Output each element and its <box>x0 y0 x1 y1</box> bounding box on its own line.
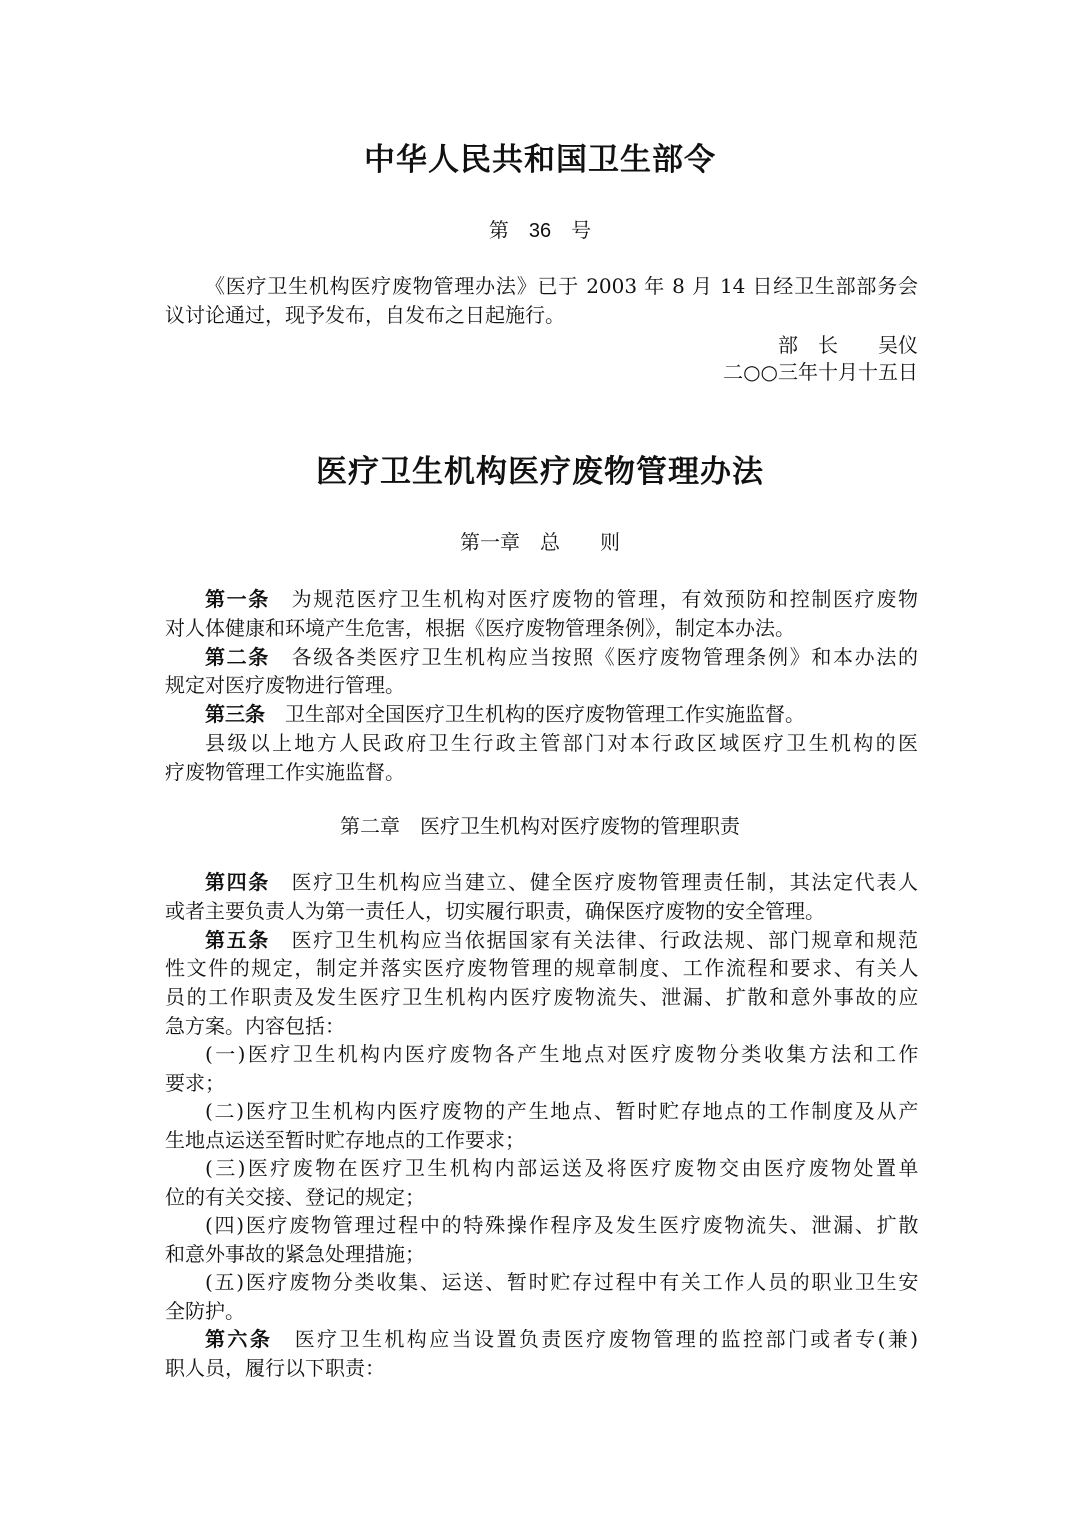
list-item-line: (一)医疗卫生机构内医疗废物各产生地点对医疗废物分类收集方法和工作 <box>205 1042 918 1066</box>
list-item-line: 和意外事故的紧急处理措施； <box>165 1242 425 1266</box>
list-item-line: 要求； <box>165 1071 225 1095</box>
list-item-line: (四)医疗废物管理过程中的特殊操作程序及发生医疗废物流失、泄漏、扩散 <box>205 1213 918 1237</box>
article-line: 县级以上地方人民政府卫生行政主管部门对本行政区域医疗卫生机构的医 <box>205 731 918 755</box>
article-label: 第五条 <box>205 928 270 952</box>
article-label: 第六条 <box>205 1327 273 1351</box>
article-label: 第四条 <box>205 870 270 894</box>
decree-number-value: 36 <box>528 220 552 242</box>
article-line: 对人体健康和环境产生危害，根据《医疗废物管理条例》，制定本办法。 <box>165 616 795 640</box>
article-line: 急方案。内容包括： <box>165 1014 345 1038</box>
decree-body-line: 议讨论通过，现予发布，自发布之日起施行。 <box>165 303 565 327</box>
decree-body-line: 《医疗卫生机构医疗废物管理办法》已于 2003 年 8 月 14 日经卫生部部务会 <box>205 274 918 298</box>
article-line <box>205 926 918 954</box>
list-item-line: 全防护。 <box>165 1299 245 1323</box>
article-text: 卫生部对全国医疗卫生机构的医疗废物管理工作实施监督。 <box>285 702 805 726</box>
article-line: 性文件的规定，制定并落实医疗废物管理的规章制度、工作流程和要求、有关人 <box>165 956 918 980</box>
decree-title: 中华人民共和国卫生部令 <box>364 142 716 178</box>
article-line <box>205 643 918 671</box>
article-label: 第三条 <box>205 702 265 726</box>
article-label: 第二条 <box>205 645 270 669</box>
article-line <box>205 1325 918 1353</box>
article-line: 员的工作职责及发生医疗卫生机构内医疗废物流失、泄漏、扩散和意外事故的应 <box>165 985 918 1009</box>
decree-number <box>0 216 1080 245</box>
chapter-heading: 第一章 总 则 <box>460 530 620 554</box>
article-line <box>205 585 918 613</box>
article-line <box>205 700 805 728</box>
article-line: 规定对医疗废物进行管理。 <box>165 673 405 697</box>
list-item-line: 位的有关交接、登记的规定； <box>165 1185 425 1209</box>
article-text: 医疗卫生机构应当建立、健全医疗废物管理责任制，其法定代表人 <box>291 870 918 894</box>
article-line <box>205 868 918 896</box>
decree-number-suffix: 号 <box>571 218 592 242</box>
chapter-heading: 第二章 医疗卫生机构对医疗废物的管理职责 <box>340 814 740 838</box>
article-text: 为规范医疗卫生机构对医疗废物的管理，有效预防和控制医疗废物 <box>291 587 918 611</box>
article-text: 医疗卫生机构应当依据国家有关法律、行政法规、部门规章和规范 <box>291 928 918 952</box>
list-item-line: 生地点运送至暂时贮存地点的工作要求； <box>165 1128 525 1152</box>
article-text: 各级各类医疗卫生机构应当按照《医疗废物管理条例》和本办法的 <box>291 645 918 669</box>
article-text: 医疗卫生机构应当设置负责医疗废物管理的监控部门或者专(兼) <box>294 1327 919 1351</box>
signatory: 部 长 吴仪 <box>778 333 918 357</box>
list-item-line: (二)医疗卫生机构内医疗废物的产生地点、暂时贮存地点的工作制度及从产 <box>205 1099 918 1123</box>
article-line: 职人员，履行以下职责： <box>165 1356 385 1380</box>
article-label: 第一条 <box>205 587 270 611</box>
measures-title: 医疗卫生机构医疗废物管理办法 <box>316 454 764 490</box>
article-line: 疗废物管理工作实施监督。 <box>165 760 405 784</box>
decree-number-prefix: 第 <box>488 218 509 242</box>
decree-date: 二○○三年十月十五日 <box>723 360 918 384</box>
list-item-line: (五)医疗废物分类收集、运送、暂时贮存过程中有关工作人员的职业卫生安 <box>205 1270 918 1294</box>
article-line: 或者主要负责人为第一责任人，切实履行职责，确保医疗废物的安全管理。 <box>165 899 825 923</box>
list-item-line: (三)医疗废物在医疗卫生机构内部运送及将医疗废物交由医疗废物处置单 <box>205 1156 918 1180</box>
